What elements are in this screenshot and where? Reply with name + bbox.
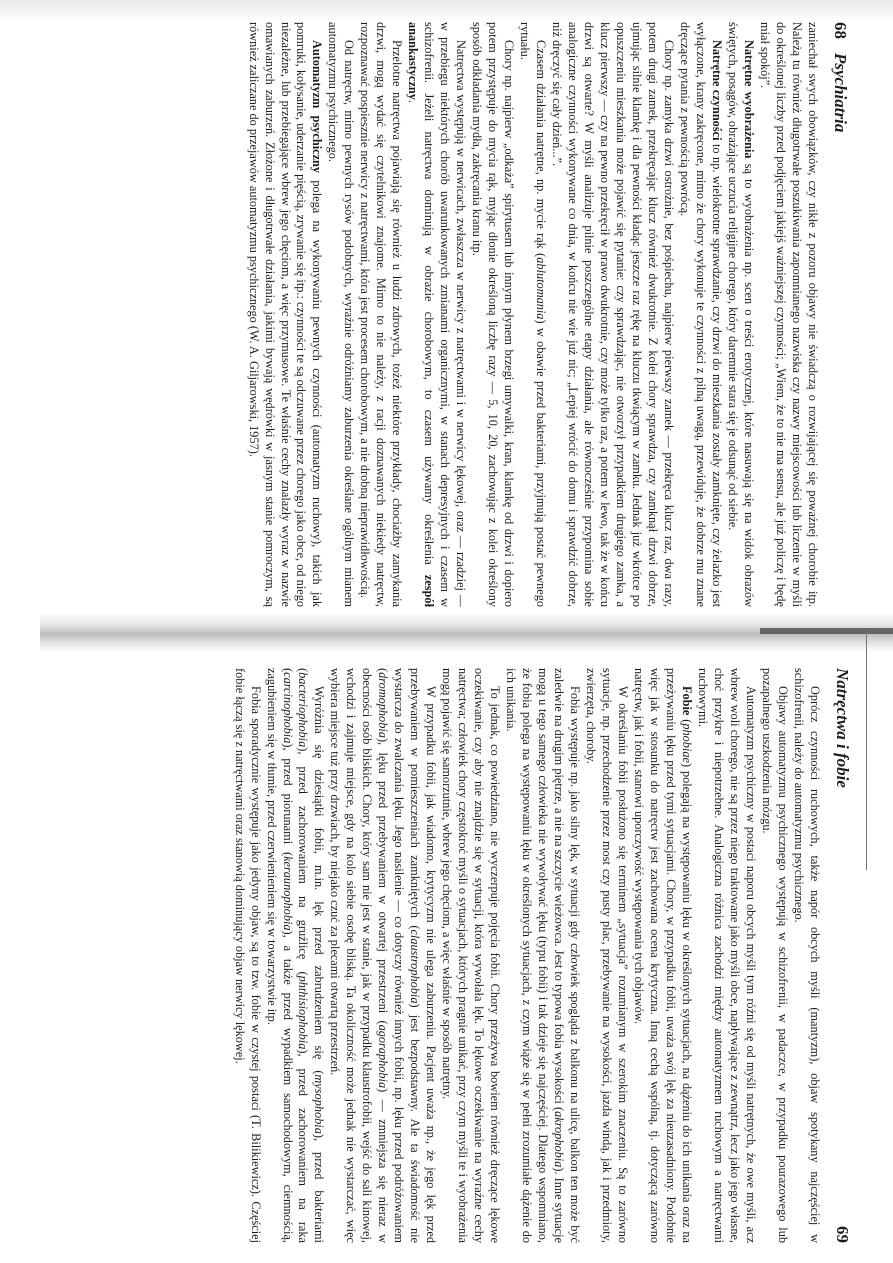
text-run: ) w obawie przed bakteriami, przyjmują postać pewnego rytuału. [518,22,549,607]
paragraph [245,22,325,607]
page-body [245,22,820,607]
paragraph [582,668,630,1243]
latin-term: carcinophobia [280,672,295,744]
text-run: Chory np. zamyka drzwi ostrożnie, bez pośpiechu, najpierw pierwszy zamek — przekręca klucz raz, dwa razy, potem drugi zamek, przekręcając klucz również dwukrotnie. Z kolei chory sprawdza, czy zamknął drzwi dobrze, ujmując silnie klamkę i dla pewności kładąc jeszcze raz rękę na kluczu tkwiącym w zamku. Jednak już wkrótce po opuszczeniu mieszkania może pojawić się pytanie: czy sprawdzając, nie otworzył przypadkiem drugiego zamka, a klucz pierwszy — czy na pewno przekręcił w prawo dwukrotnie, czy może tylko raz, a potem w lewo, tak że w końcu drzwi są otwarte? W myśli analizuje pilnie poszczególne etapy działania, ale równocześnie przypomina sobie analogiczne czynności wykonywane co dnia, w końcu nie wie już nic; „Lepiej wrócić do domu i sprawdzić dobrze, niż dręczyć się cały dzień...”. [550,22,677,607]
text-run: to np. wielokrotne sprawdzanie, czy drzwi do mieszkania zostały zamknięte, czy żelazko jest wyłączone, krany zakręcone, mimo że chory wykonuje te czynności z pilną uwagą, przewiduje, że dobrze mu znane dręczące pytania z pewnością powrócą. [678,22,725,607]
text-run: są to wyobrażenia np. scen o treści erotycznej, które nasuwają się na widok obrazów świętych, posągów, obrażające uczucia religijne chorego, który daremnie stara się je odsunąć od siebie. [726,22,757,607]
term-text: zespół anankastyczny [406,22,437,607]
paragraph [756,22,820,607]
latin-term: akrophobia [552,1111,567,1168]
page-number: 68 [831,22,850,39]
text-run: ) jest bezpodstawny. Ale ta świadomość nie wystarcza do zwalczania lęku. Jego nasilenie — co dotyczy również innych fobii, np. lęku przed podróżowaniem ( [376,668,423,1243]
text-run: Chory np. najpierw „odkaża” spirytusem lub innym płynem brzegi umywalki, kran, klamkę od drzwi i dopiero potem przystępuje do mycia rąk, myjąc dłonie określoną liczbę razy — 5, 10, 20, zachowując z kolei określony sposób odkładania mydła, zakręcania kranu itp. [470,22,517,607]
paragraph [438,668,502,1243]
text-run: zaniechał swych obowiązków, czy nikłe z pozoru objawy nie świadczą o rozwijającej się poważnej chorobie itp. Należą tu również długotrwałe poszukiwania zapomnianego nazwiska czy nazwy miejscowości lub liczenie w myśli do określonej liczby przed podjęciem jakiejś ważniejszej czynności; „Wiem, że to nie ma sensu, ale już policzę i będę miał spokój”. [758,22,820,607]
text-run: Automatyzm psychiczny w postaci naporu obcych myśli tym różni się od myśli natrętnych, że owe myśli, acz wbrew woli chorego, nie są przez niego traktowane jako myśli obce, napływające z zewnątrz, lecz jako jego własne, choć przykre i niepotrzebne. Analogiczna różnica zachodzi między automatyzmem ruchowym a natręctwami ruchowymi. [696,668,759,1243]
paragraph [516,22,548,607]
text-run: ), lęku przed przebywaniem w otwartej przestrzeni ( [376,737,391,1025]
latin-term: keraunophobia [280,856,295,931]
paragraph [263,668,327,1243]
text-run: polega na wykonywaniu pewnych czynności (automatyzm ruchowy), takich jak pomruki, kołysanie, uderzanie pięścią, zrywanie się itp.: czynności te są odczuwane przez chorego jako obce, od niego niezależne, lub przebiegające wbrew jego chęciom, a więc przymusowe. Te właśnie cechy znalazły wyraz w nazwie omawianych zaburzeń. Złożone i długotrwałe działania, jakimi bywają wędrówki w jasnym stanie pomroczym, są również zaliczane do przejawów automatyzmu psychicznego (W. A. Giljarowski, 1957). [246,22,325,607]
paragraph [676,22,724,607]
text-run: ) — zmniejsza się nieraz w obecności osób bliskich. Chory, który sam nie jest w stanie, jak w przypadku klaustrofobii, wejść do sali kinowej, wchodzi i zajmuje miejsce, gdy na kolo siebie osobę bliską. Ta okoliczność może jednak nie wystarczać, więc wybiera miejsce tuż przy drzwiach, by niejako czuć za plecami otwartą przestrzeń. [328,668,391,1243]
paragraph [548,22,676,607]
term-text: Natrętne wyobrażenia [742,40,757,159]
text-run: Fobia występuje np. jako silny lęk, w sytuacji gdy człowiek spogląda z balkonu na ulicę, balkon ten może być zaledwie na drugim piętrze, a nie na szczycie wieżowca. Jest to typowa fobia wysokości ( [552,668,583,1243]
text-run: Czasem działania natrętne, np. mycie rąk ( [534,40,549,258]
page-number: 69 [833,1226,852,1243]
term-text: Natrętne czynności [710,40,725,141]
scan-top-edge [0,0,893,22]
term-text: Fobie [680,686,695,716]
latin-term: phthisiophobia [296,975,311,1050]
text-run: Fobia sporadycznie występuje jako jedyny objaw, są to tzw. fobie w czystej postaci (T. Bilikiewicz). Częściej fobie łączą się z natręctwami oraz stanowią dominujący objaw nerwicy lękowej. [232,668,263,1243]
page-body [231,668,822,1243]
running-head-69 [832,668,852,1243]
text-run: ), przed bakteriami ( [296,668,327,1243]
paragraph [326,668,438,1243]
text-run: ) polegają na występowaniu lęku w określonych sytuacjach, na dążeniu do ich unikania oraz na przeżywaniu lęku przed tymi sytuacjami. Chory, w przypadku fobii, uważa swój lęk za nieuzasadniony. Podobnie więc jak w stosunku do natręctw jest zachowana ocena krytyczna. Inną cechą wspólną, tj. dotyczącą zarówno natręctw, jak i fobii, stanowi uporczywość występowania tych objawów. [632,668,695,1244]
text-run: Objawy automatyzmu psychicznego występują w schizofrenii, w padaczce, w przypadku pourazowego lub pozapalnego uszkodzenia mózgu. [760,668,791,1243]
paragraph [724,22,756,607]
latin-term: phobiae [680,723,695,763]
paragraph [468,22,516,607]
paragraph [404,22,468,607]
paragraph [502,668,582,1243]
term-text: Automatyzm psychiczny [310,40,325,174]
text-run: ), przed zachorowaniem na raka ( [280,668,311,1243]
text-run: . [406,99,421,103]
latin-term: dromophobia [376,672,391,738]
paragraph [630,668,694,1243]
text-run: ), a także przed wypadkiem samochodowym, ciemnością, zagubieniem się w tłumie, przed czerwienieniem się w towarzystwie itp. [264,668,295,1243]
latin-term: bacteriophobia [296,672,311,748]
paragraph [758,668,790,1243]
paragraph [324,22,356,607]
text-run: Natręctwa występują w nerwicach, zwłaszcza w nerwicy z natręctwami i w nerwicy lękowej, oraz — rzadziej — w przebiegu niektórych chorób uwarunkowanych zmianami organicznymi, w stanach depresyjnych i czasem w schizofrenii. Jeżeli natręctwa dominują w obrazie chorobowym, to czasem używamy określenia [422,22,469,607]
book-fold-line [760,628,893,634]
running-title: Psychiatria [831,53,850,133]
text-run: Wyróżnia się dziesiątki fobii, m.in. lęk przed zabrudzeniem się ( [312,686,327,1075]
text-run: W przypadku fobii, jak wiadomo, krytycyzm nie ulega zaburzeniu. Pacjent uważa np., że jego lęk przed przebywaniem w pomieszczeniach zamkniętych ( [408,668,439,1243]
text-run: ( [680,715,695,724]
text-run: ), przed zachorowaniem na gruźlicę ( [296,747,311,976]
margin-line [866,630,867,870]
text-run: To jednak, co powiedziano, nie wyczerpuje pojęcia fobii. Chory przeżywa bowiem również dręczące lękowe oczekiwanie, czy aby nie znajdzie się w sytuacji, która wywołała lęk. To lękowe oczekiwanie na wyraźne cechy natręctwa; człowiek chory częstokroć myśli o sytuacjach, których pragnie unikać, przy czym myśli te i wyobrażenia mogą pojawić się samorzutnie, wbrew jego chęciom, a więc właśnie w sposób natrętny. [440,668,503,1243]
running-head-68 [830,22,850,607]
latin-term: ablutomania [534,257,549,320]
text-run: Od natręctw, mimo pewnych rysów podobnych, wyraźnie odróżniamy zaburzenia określane ogólnym mianem automatyzmu psychicznego. [326,22,357,607]
book-page-69 [32,668,852,1243]
paragraph [356,22,404,607]
text-run: Oprócz czynności ruchowych, także napór obcych myśli (mantyzm), objaw spotykany najczęściej w schizofrenii, należy do automatyzmu psychicznego. [792,668,822,1243]
text-run: ). Inne sytuacje mogą u tego samego człowieka nie wywoływać lęku (typu fobii) i tak dzieje się najczęściej. Dlatego wspomniano, że fobia polega na występowaniu lęku w określonych sytuacjach, z czym wiąże się w pełni zrozumiałe dążenie do ich unikania. [504,668,567,1243]
latin-term: mysophobia [312,1074,327,1134]
running-title: Natręctwa i fobie [833,668,852,788]
text-run: ), przed piorunami ( [280,743,295,857]
paragraph [694,668,758,1243]
latin-term: claustrophobia [408,929,423,1004]
text-run: W określaniu fobii posłużono się terminem „sytuacja” rozumianym w szerokim znaczeniu. Są to zarówno sytuacje, np. przechodzenie przez most czy pusty plac, przebywanie na wysokości, jazda windą, jak i przedmioty, zwierzęta, choroby. [584,668,631,1243]
text-run: Przelotne natręctwa pojawiają się również u ludzi zdrowych, tożeż niektóre przykłady, chociażby zamykania drzwi, mogą wydać się czytelnikowi znajome. Mimo to nie należy, z racji doznawanych niekiedy natręctw, rozpoznawać pospiesznie nerwicy z natręctwami, która jest procesem chorobowym, a nie drobną nieprawidłowością. [358,22,405,607]
paragraph [790,668,822,1243]
latin-term: agoraphobia [376,1024,391,1089]
paragraph [231,668,263,1243]
book-page-68 [150,22,850,607]
